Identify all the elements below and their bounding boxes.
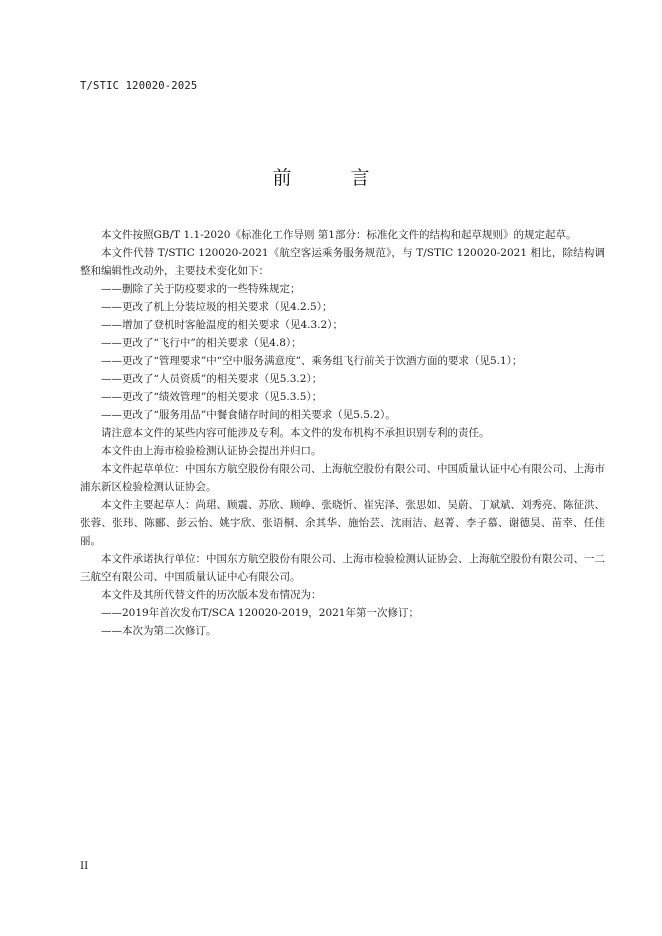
page-number: II bbox=[80, 860, 89, 872]
list-item: ——增加了登机时客舱温度的相关要求（见4.3.2）； bbox=[101, 319, 343, 331]
page-title: 前 言 bbox=[272, 167, 390, 189]
paragraph-replacement: 本文件代替 T/STIC 120020-2021《航空客运乘务服务规范》，与 T/STIC 120020-2021 相比，除结构调整和编辑性改动外，主要技术变化如下： bbox=[80, 247, 605, 277]
paragraph-drafters: 本文件主要起草人：尚珺、顾震、苏欣、顾峥、张晓忻、崔宪泽、张思如、吴蔚、丁斌斌、刘秀亮、陈征洪、张蓉、张玮、陈郦、彭云怡、姚宇欣、张语桐、余其华、施怡芸、沈雨洁、赵菁、李子慕、谢德昊、苗幸、任佳丽。 bbox=[80, 499, 605, 547]
history-item: ——2019年首次发布T/SCA 120020-2019，2021年第一次修订； bbox=[101, 607, 419, 619]
standard-code: T/STIC 120020-2025 bbox=[80, 80, 198, 92]
list-item: ——更改了“飞行中”的相关要求（见4.8）； bbox=[101, 337, 302, 349]
list-item: ——删除了关于防疫要求的一些特殊规定； bbox=[101, 283, 301, 295]
list-item: ——更改了“绩效管理”的相关要求（见5.3.5）； bbox=[101, 391, 323, 403]
paragraph-committed-units: 本文件承诺执行单位：中国东方航空股份有限公司、上海市检验检测认证协会、上海航空股份有限公司、一二三航空有限公司、中国质量认证中心有限公司。 bbox=[80, 553, 605, 583]
list-item: ——更改了“服务用品”中餐食储存时间的相关要求（见5.5.2）。 bbox=[101, 409, 396, 421]
list-item: ——更改了“人员资质”的相关要求（见5.3.2）； bbox=[101, 373, 323, 385]
paragraph-history-intro: 本文件及其所代替文件的历次版本发布情况为： bbox=[101, 589, 322, 601]
list-item: ——更改了机上分装垃圾的相关要求（见4.2.5）； bbox=[101, 301, 333, 313]
paragraph-drafting-units: 本文件起草单位：中国东方航空股份有限公司、上海航空股份有限公司、中国质量认证中心有限公司、上海市浦东新区检验检测认证协会。 bbox=[80, 463, 605, 493]
paragraph-patent-notice: 请注意本文件的某些内容可能涉及专利。本文件的发布机构不承担识别专利的责任。 bbox=[101, 427, 490, 439]
history-item: ——本次为第二次修订。 bbox=[101, 625, 217, 637]
paragraph-proposer: 本文件由上海市检验检测认证协会提出并归口。 bbox=[101, 445, 322, 457]
list-item: ——更改了“管理要求”中“空中服务满意度”、乘务组飞行前关于饮酒方面的要求（见5.1）； bbox=[101, 355, 523, 367]
foreword-body bbox=[80, 226, 605, 640]
paragraph-drafting-rules: 本文件按照GB/T 1.1-2020《标准化工作导则 第1部分：标准化文件的结构和起草规则》的规定起草。 bbox=[101, 229, 577, 241]
